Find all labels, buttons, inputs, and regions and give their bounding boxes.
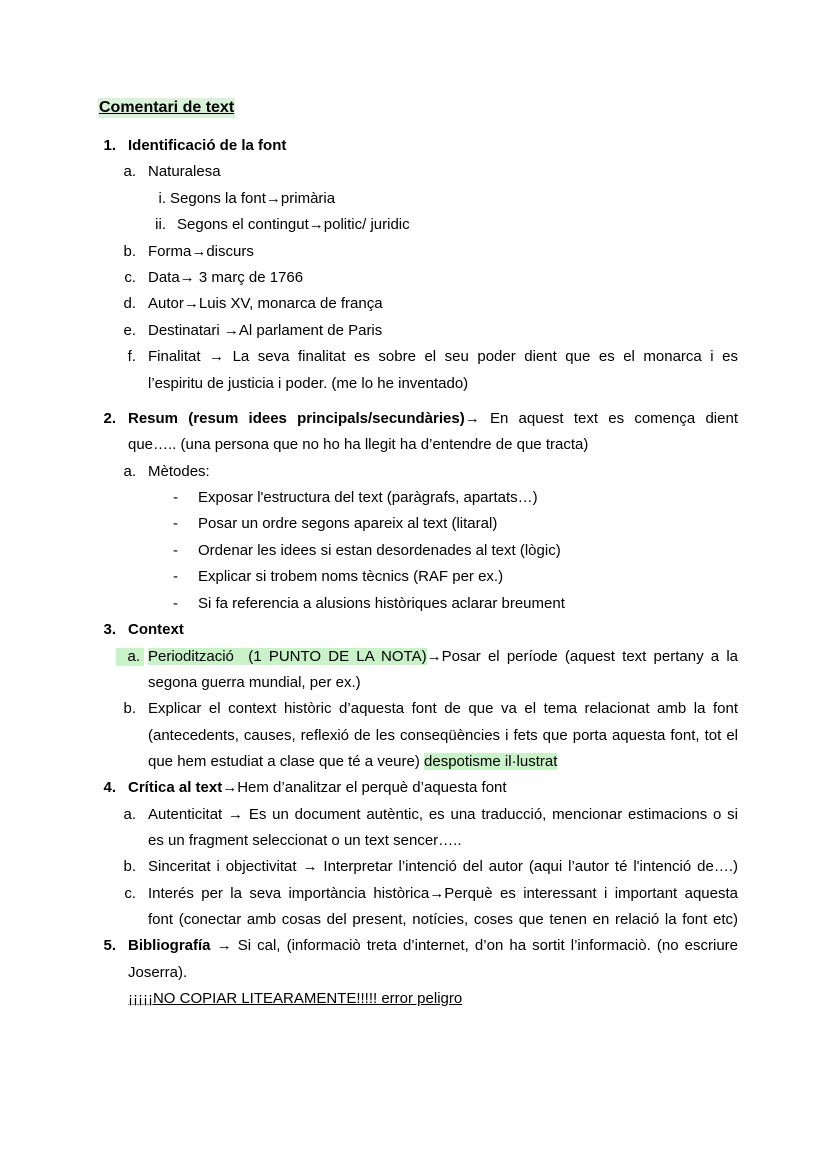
section-4-heading: Crítica al text bbox=[128, 779, 223, 796]
item-4c-letter: c. bbox=[124, 885, 136, 902]
item-3b-line2: (antecedents, causes, reflexió de les conseqüències i fets que porta aquesta font, tot el bbox=[148, 727, 738, 744]
item-1c-letter: c. bbox=[124, 269, 136, 286]
item-3b-line3-text: que hem estudiat a clase que té a veure) bbox=[148, 753, 420, 770]
section-2-line2: que….. (una persona que no ho ha llegit ha d’entendre de que tracta) bbox=[128, 436, 589, 453]
section-2-line1-rest: → En aquest text es comença dient bbox=[464, 410, 738, 427]
item-2a-letter: a. bbox=[123, 463, 136, 480]
item-1f-letter: f. bbox=[127, 348, 136, 365]
section-5-heading: Bibliografía bbox=[128, 937, 211, 954]
bullet-dash: - bbox=[173, 542, 178, 559]
bullet-dash: - bbox=[173, 489, 178, 506]
item-1a-i-text: Segons la font→primària bbox=[170, 190, 336, 207]
item-1b-letter: b. bbox=[123, 243, 136, 260]
item-4a-line2: es un fragment seleccionat o un text sencer….. bbox=[148, 832, 462, 849]
section-1-number: 1. bbox=[103, 137, 116, 154]
item-1d-letter: d. bbox=[123, 295, 136, 312]
item-3b-letter: b. bbox=[123, 700, 136, 717]
bullet-dash: - bbox=[173, 595, 178, 612]
section-4-rest: →Hem d’analitzar el perquè d’aquesta font bbox=[222, 779, 507, 796]
section-5-line1 bbox=[128, 937, 738, 955]
item-3a-letter: a. bbox=[116, 648, 144, 666]
section-4-number: 4. bbox=[103, 779, 116, 796]
item-1a-ii-text: Segons el contingut→politic/ juridic bbox=[177, 216, 410, 233]
item-1a-text: Naturalesa bbox=[148, 163, 221, 180]
bullet-item: Explicar si trobem noms tècnics (RAF per ex.) bbox=[198, 568, 504, 585]
section-2-number: 2. bbox=[103, 410, 116, 427]
document-title: Comentari de text bbox=[99, 99, 235, 116]
item-3a-line2: segona guerra mundial, per ex.) bbox=[148, 674, 361, 691]
item-1f-line1: Finalitat → La seva finalitat es sobre el seu poder dient que es el monarca i es bbox=[148, 348, 738, 365]
bullet-dash: - bbox=[173, 568, 178, 585]
item-4c-line1: Interés per la seva importància històrica→Perquè es interessant i important aquesta bbox=[148, 885, 738, 902]
section-2-heading: Resum (resum idees principals/secundàries) bbox=[128, 410, 465, 427]
section-5-line2: Joserra). bbox=[128, 964, 188, 981]
item-4b-text: Sinceritat i objectivitat → Interpretar l’intenció del autor (aqui l’autor té l'intenció de….) bbox=[148, 858, 738, 875]
section-3-heading: Context bbox=[128, 621, 184, 638]
item-1b-text: Forma→discurs bbox=[148, 243, 254, 260]
item-3a-line1 bbox=[148, 648, 738, 666]
item-1e-text: Destinatari →Al parlament de Paris bbox=[148, 322, 383, 339]
section-4-line bbox=[128, 779, 507, 797]
item-3b-line3 bbox=[148, 753, 557, 771]
section-5-number: 5. bbox=[103, 937, 116, 954]
warning-note: ¡¡¡¡¡NO COPIAR LITEARAMENTE!!!!! error peligro bbox=[128, 990, 463, 1007]
item-1a-ii-letter: ii. bbox=[155, 216, 166, 233]
item-1f-line2: l’espiritu de justicia i poder. (me lo he inventado) bbox=[148, 375, 469, 392]
bullet-item: Posar un ordre segons apareix al text (litaral) bbox=[198, 515, 498, 532]
item-1e-letter: e. bbox=[123, 322, 136, 339]
section-2-line1 bbox=[128, 410, 738, 428]
bullet-item: Si fa referencia a alusions històriques aclarar breument bbox=[198, 595, 565, 612]
section-1-heading: Identificació de la font bbox=[128, 137, 287, 154]
item-4b-letter: b. bbox=[123, 858, 136, 875]
item-3a-rest: →Posar el període (aquest text pertany a la bbox=[426, 648, 738, 665]
item-1d-text: Autor→Luis XV, monarca de frança bbox=[148, 295, 383, 312]
item-1a-i-letter: i. bbox=[158, 190, 166, 207]
bullet-dash: - bbox=[173, 515, 178, 532]
item-1c-text: Data→ 3 març de 1766 bbox=[148, 269, 304, 286]
item-4c-line2: font (conectar amb cosas del present, notícies, coses que tenen en relació la font etc) bbox=[148, 911, 738, 928]
item-4a-letter: a. bbox=[123, 806, 136, 823]
bullet-item: Ordenar les idees si estan desordenades al text (lògic) bbox=[198, 542, 561, 559]
item-3b-line1: Explicar el context històric d’aquesta font de que va el tema relacionat amb la font bbox=[148, 700, 738, 717]
item-2a-text: Mètodes: bbox=[148, 463, 210, 480]
item-1a-letter: a. bbox=[123, 163, 136, 180]
despotism-highlight: despotisme il·lustrat bbox=[424, 753, 558, 770]
periodization-highlight: Periodització (1 PUNTO DE LA NOTA) bbox=[148, 648, 427, 665]
section-5-line1-rest: → Si cal, (informaciò treta d’internet, d’on ha sortit l’informaciò. (no escriure bbox=[210, 937, 738, 954]
bullet-item: Exposar l'estructura del text (paràgrafs, apartats…) bbox=[198, 489, 538, 506]
item-4a-line1: Autenticitat → Es un document autèntic, es una traducció, mencionar estimacions o si bbox=[148, 806, 738, 823]
section-3-number: 3. bbox=[103, 621, 116, 638]
